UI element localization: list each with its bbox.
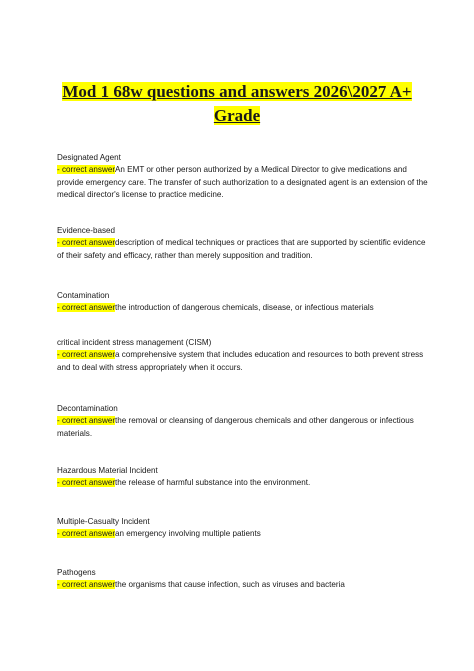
qa-entry (57, 290, 433, 315)
document-title: Mod 1 68w questions and answers 2026\2027 A+ Grade (62, 82, 412, 125)
qa-entry (57, 516, 433, 541)
entry-term: Multiple-Casualty Incident (57, 517, 150, 526)
correct-answer-tag: - correct answer (57, 529, 116, 539)
correct-answer-tag: - correct answer (57, 580, 116, 590)
entry-term: Designated Agent (57, 153, 121, 162)
qa-entry (57, 567, 433, 592)
entry-definition: An EMT or other person authorized by a Medical Director to give medications and provide emergency care. The transfer of such authorization to a designated agent is an extension of the medical director's license to practice medicine. (57, 165, 428, 199)
entry-definition: the release of harmful substance into the environment. (115, 478, 311, 488)
correct-answer-tag: - correct answer (57, 416, 116, 426)
correct-answer-tag: - correct answer (57, 350, 116, 360)
entry-term: Decontamination (57, 404, 118, 413)
qa-entry (57, 403, 433, 440)
entry-definition: the introduction of dangerous chemicals, disease, or infectious materials (115, 303, 374, 313)
qa-entry (57, 465, 433, 490)
entry-definition: the organisms that cause infection, such as viruses and bacteria (115, 580, 345, 590)
correct-answer-tag: - correct answer (57, 303, 116, 313)
entry-term: critical incident stress management (CISM) (57, 338, 212, 347)
qa-entry (57, 152, 433, 201)
correct-answer-tag: - correct answer (57, 478, 116, 488)
correct-answer-tag: - correct answer (57, 238, 116, 248)
entry-term: Hazardous Material Incident (57, 466, 158, 475)
entry-term: Contamination (57, 291, 110, 300)
entry-definition: the removal or cleansing of dangerous chemicals and other dangerous or infectious materials. (57, 416, 414, 438)
entry-term: Pathogens (57, 568, 96, 577)
entry-definition: description of medical techniques or practices that are supported by scientific evidence of their safety and efficacy, rather than merely supposition and tradition. (57, 238, 426, 260)
entry-definition: an emergency involving multiple patients (115, 529, 261, 539)
entry-definition: a comprehensive system that includes education and resources to both prevent stress and to deal with stress appropriately when it occurs. (57, 350, 424, 372)
entry-term: Evidence-based (57, 226, 116, 235)
qa-entry (57, 337, 433, 374)
qa-entry (57, 225, 433, 262)
correct-answer-tag: - correct answer (57, 165, 116, 175)
